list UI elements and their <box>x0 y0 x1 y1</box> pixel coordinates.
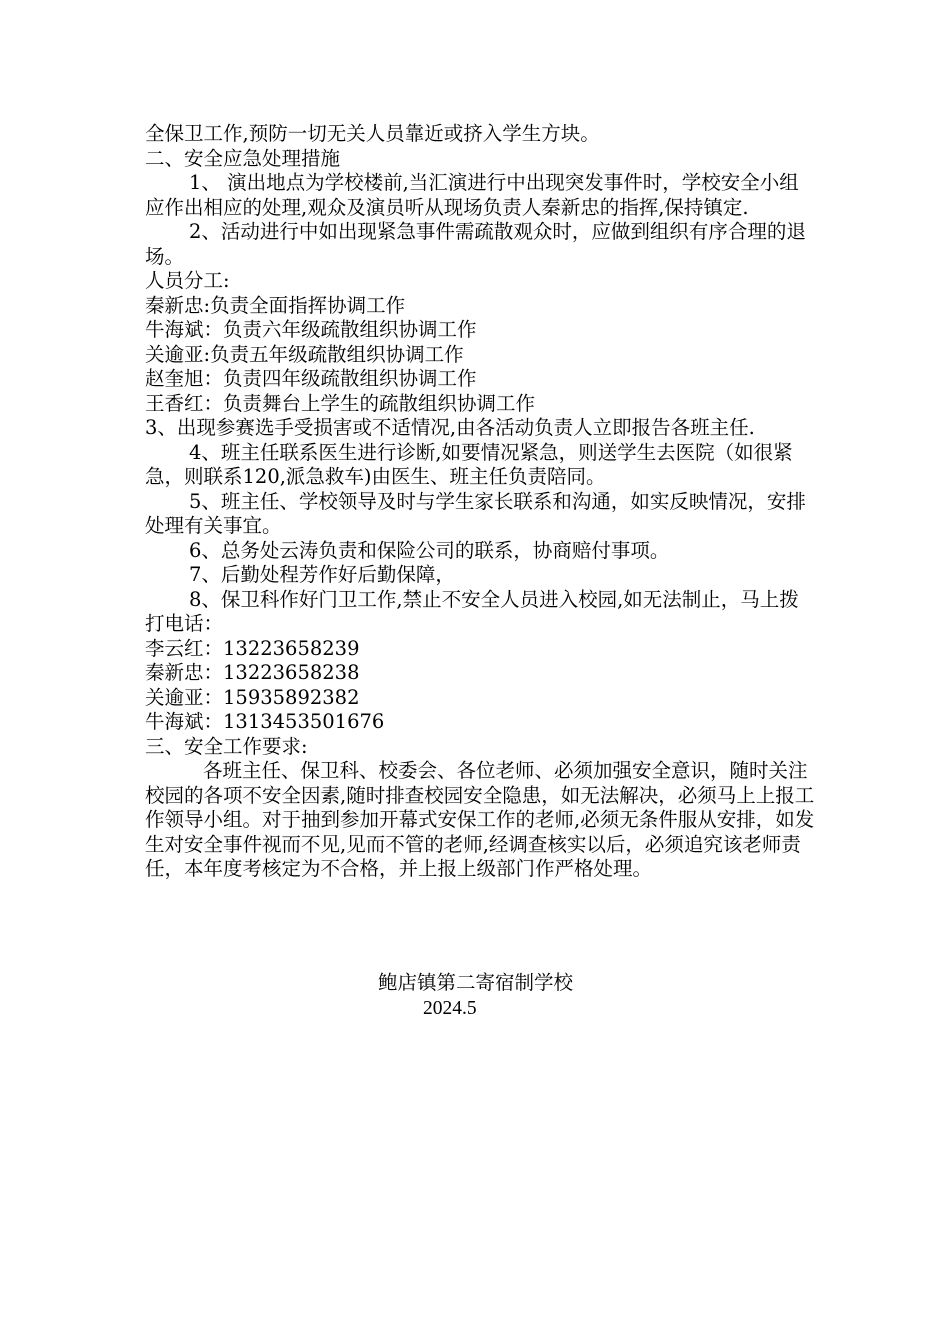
phone-line: 李云红：13223658239 <box>145 636 360 660</box>
phone-line: 关逾亚：15935892382 <box>145 685 360 709</box>
section-heading-3: 三、安全工作要求: <box>145 734 308 758</box>
staff-line: 关逾亚:负责五年级疏散组织协调工作 <box>145 342 464 366</box>
paragraph-requirements: 各班主任、保卫科、校委会、各位老师、必须加强安全意识，随时关注校园的各项不安全因素,随时排查校园安全隐患，如无法解决，必须马上上报工作领导小组。对于抽到参加开幕式安保工作的老师,必须无条件服从安排，如发生对安全事件视而不见,见而不管的老师,经调查核实以后，必须追究该老师责任，本年度考核定为不合格，并上报上级部门作严格处理。 <box>145 759 815 880</box>
phone-line: 秦新忠：13223658238 <box>145 661 360 684</box>
section-heading-2: 二、安全应急处理措施 <box>145 146 341 170</box>
staff-line: 王香红：负责舞台上学生的疏散组织协调工作 <box>145 391 536 415</box>
paragraph-item-8: 8、保卫科作好门卫工作,禁止不安全人员进入校园,如无法制止，马上拨打电话： <box>145 587 799 635</box>
paragraph-item-4: 4、班主任联系医生进行诊断,如要情况紧急，则送学生去医院（如很紧急，则联系120,派急救车)由医生、班主任负责陪同。 <box>145 440 793 488</box>
paragraph-intro: 全保卫工作,预防一切无关人员靠近或挤入学生方块。 <box>145 122 600 145</box>
paragraph-item-2: 2、活动进行中如出现紧急事件需疏散观众时，应做到组织有序合理的退场。 <box>145 220 806 268</box>
paragraph-item-1: 1、 演出地点为学校楼前,当汇演进行中出现突发事件时，学校安全小组应作出相应的处理,观众及演员听从现场负责人秦新忠的指挥,保持镇定. <box>145 171 799 219</box>
paragraph-item-6: 6、总务处云涛负责和保险公司的联系，协商赔付事项。 <box>189 538 670 562</box>
paragraph-item-5: 5、班主任、学校领导及时与学生家长联系和沟通，如实反映情况，安排处理有关事宜。 <box>145 489 806 537</box>
staff-heading: 人员分工: <box>145 269 230 292</box>
staff-line: 牛海斌：负责六年级疏散组织协调工作 <box>145 318 477 341</box>
staff-line: 赵奎旭：负责四年级疏散组织协调工作 <box>145 367 477 390</box>
phone-line: 牛海斌：1313453501676 <box>145 710 385 733</box>
signature-date: 2024.5 <box>423 998 477 1019</box>
staff-line: 秦新忠:负责全面指挥协调工作 <box>145 293 406 317</box>
signature-school: 鲍店镇第二寄宿制学校 <box>378 971 574 994</box>
document-body <box>145 122 815 882</box>
paragraph-item-7: 7、后勤处程芳作好后勤保障， <box>189 563 455 586</box>
paragraph-item-3: 3、出现参赛选手受损害或不适情况,由各活动负责人立即报告各班主任. <box>145 416 755 439</box>
